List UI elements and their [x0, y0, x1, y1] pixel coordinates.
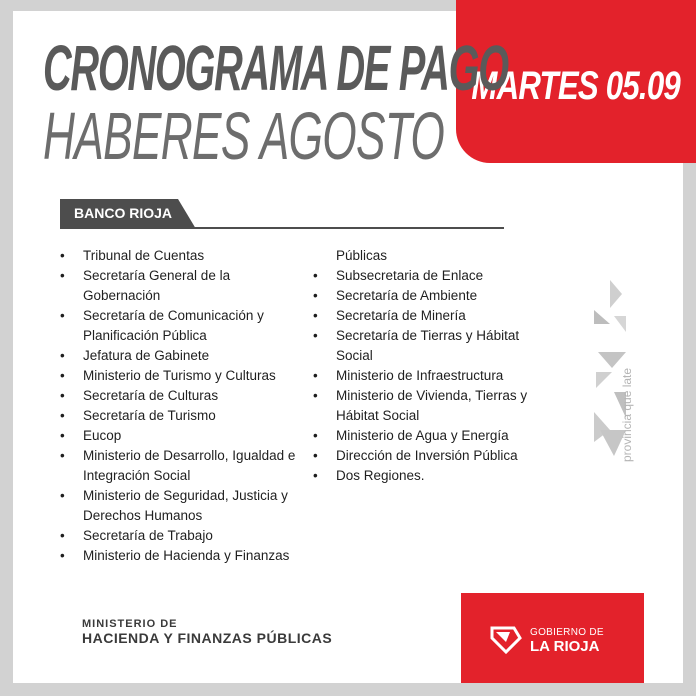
- list-item: • Secretaría General de la Gobernación: [60, 266, 310, 306]
- list-item: • Secretaría de Trabajo: [60, 526, 310, 546]
- list-item: • Subsecretaria de Enlace: [313, 266, 533, 286]
- list-item: Social: [336, 348, 373, 363]
- rioja-shape-icon: [490, 624, 522, 654]
- bank-divider: [60, 227, 504, 229]
- government-label-big: LA RIOJA: [530, 638, 600, 655]
- list-item: • Ministerio de Vivienda, Tierras y: [313, 386, 533, 406]
- title-line-1: CRONOGRAMA DE PAGO: [43, 32, 508, 104]
- list-item: • Secretaría de Minería: [313, 306, 533, 326]
- list-item: • Secretaría de Tierras y Hábitat: [313, 326, 533, 346]
- entity-list-column-2: [313, 246, 533, 486]
- list-item: • Secretaría de Ambiente: [313, 286, 533, 306]
- list-item: • Tribunal de Cuentas: [60, 246, 310, 266]
- list-item: • Ministerio de Seguridad, Justicia y: [60, 486, 310, 506]
- date-label: MARTES 05.09: [471, 64, 681, 108]
- list-item: • Ministerio de Desarrollo, Igualdad e: [60, 446, 310, 466]
- ministry-title-small: MINISTERIO DE: [82, 618, 178, 630]
- list-item: Hábitat Social: [336, 408, 420, 423]
- list-item: • Secretaría de Comunicación y: [60, 306, 310, 326]
- government-label-small: GOBIERNO DE: [530, 627, 604, 638]
- list-item: • Ministerio de Turismo y Culturas: [60, 366, 310, 386]
- bank-label: BANCO RIOJA: [74, 205, 173, 221]
- list-item: Integración Social: [83, 468, 191, 483]
- list-item: • Dirección de Inversión Pública: [313, 446, 533, 466]
- title-line-2: HABERES AGOSTO: [43, 99, 445, 174]
- list-item: • Jefatura de Gabinete: [60, 346, 310, 366]
- provincia-logo-text: provincia que late: [620, 367, 634, 462]
- list-item: • Ministerio de Agua y Energía: [313, 426, 533, 446]
- list-item: • Ministerio de Hacienda y Finanzas: [60, 546, 310, 566]
- list-item: • Ministerio de Infraestructura: [313, 366, 533, 386]
- list-item: Planificación Pública: [83, 328, 207, 343]
- list-item: • Eucop: [60, 426, 310, 446]
- list-item: • Secretaría de Turismo: [60, 406, 310, 426]
- list-item: Derechos Humanos: [83, 508, 203, 523]
- entity-list-column-1: [60, 246, 310, 566]
- list-item: • Secretaría de Culturas: [60, 386, 310, 406]
- list-item: Públicas: [336, 248, 388, 263]
- ministry-title-big: HACIENDA Y FINANZAS PÚBLICAS: [82, 630, 333, 646]
- list-item: • Dos Regiones.: [313, 466, 533, 486]
